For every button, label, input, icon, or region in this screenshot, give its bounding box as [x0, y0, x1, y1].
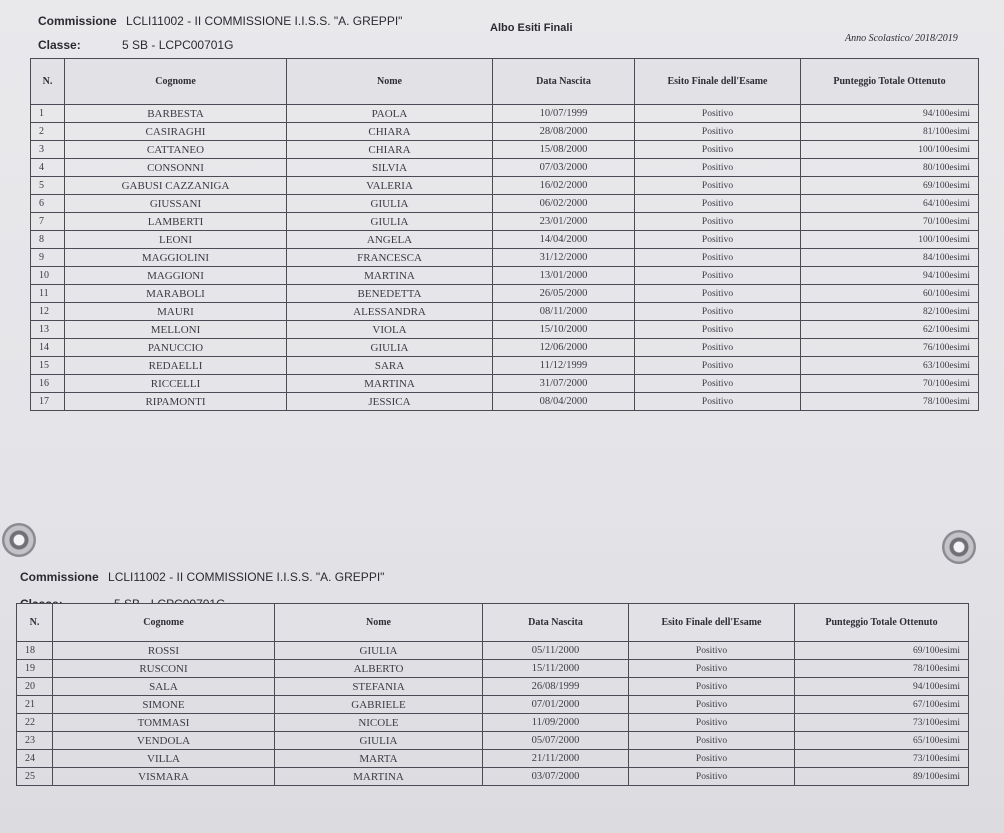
cell-punteggio: 78/100esimi	[795, 660, 969, 678]
header-punteggio: Punteggio Totale Ottenuto	[801, 59, 979, 105]
cell-data-nascita: 21/11/2000	[483, 750, 629, 768]
cell-row-number: 22	[17, 714, 53, 732]
table-row	[17, 696, 969, 714]
cell-nome: STEFANIA	[275, 678, 483, 696]
table-header-row	[31, 59, 979, 105]
cell-nome: MARTINA	[287, 375, 493, 393]
binder-hole-left	[2, 523, 36, 557]
cell-nome: PAOLA	[287, 105, 493, 123]
classe-value: 5 SB - LCPC00701G	[122, 38, 234, 52]
table-row	[31, 321, 979, 339]
cell-cognome: LAMBERTI	[65, 213, 287, 231]
cell-punteggio: 60/100esimi	[801, 285, 979, 303]
cell-cognome: MAURI	[65, 303, 287, 321]
cell-punteggio: 82/100esimi	[801, 303, 979, 321]
cell-cognome: MAGGIONI	[65, 267, 287, 285]
cell-data-nascita: 26/08/1999	[483, 678, 629, 696]
cell-data-nascita: 15/10/2000	[493, 321, 635, 339]
commissione-text: LCLI11002 - II COMMISSIONE I.I.S.S. "A. GREPPI"	[108, 570, 385, 584]
cell-cognome: PANUCCIO	[65, 339, 287, 357]
cell-punteggio: 84/100esimi	[801, 249, 979, 267]
header-nome: Nome	[275, 604, 483, 642]
cell-data-nascita: 15/11/2000	[483, 660, 629, 678]
commissione-header	[38, 14, 402, 28]
cell-nome: GIULIA	[287, 339, 493, 357]
cell-nome: VIOLA	[287, 321, 493, 339]
header-cognome: Cognome	[53, 604, 275, 642]
cell-cognome: GABUSI CAZZANIGA	[65, 177, 287, 195]
cell-esito: Positivo	[629, 768, 795, 786]
cell-punteggio: 81/100esimi	[801, 123, 979, 141]
cell-data-nascita: 07/03/2000	[493, 159, 635, 177]
cell-nome: SARA	[287, 357, 493, 375]
header-row-number: N.	[31, 59, 65, 105]
cell-esito: Positivo	[635, 375, 801, 393]
cell-punteggio: 64/100esimi	[801, 195, 979, 213]
cell-cognome: CASIRAGHI	[65, 123, 287, 141]
cell-row-number: 3	[31, 141, 65, 159]
cell-esito: Positivo	[635, 105, 801, 123]
cell-cognome: LEONI	[65, 231, 287, 249]
cell-data-nascita: 11/09/2000	[483, 714, 629, 732]
header-data-nascita: Data Nascita	[483, 604, 629, 642]
table-row	[31, 159, 979, 177]
table-row	[31, 231, 979, 249]
cell-data-nascita: 31/12/2000	[493, 249, 635, 267]
table-row	[17, 732, 969, 750]
cell-data-nascita: 14/04/2000	[493, 231, 635, 249]
cell-data-nascita: 15/08/2000	[493, 141, 635, 159]
cell-data-nascita: 10/07/1999	[493, 105, 635, 123]
esiti-table-1	[30, 58, 979, 411]
cell-punteggio: 70/100esimi	[801, 375, 979, 393]
table-row	[31, 213, 979, 231]
document-title: Albo Esiti Finali	[490, 22, 573, 34]
anno-scolastico: Anno Scolastico/ 2018/2019	[845, 33, 958, 44]
table-row	[31, 195, 979, 213]
table-row	[31, 339, 979, 357]
cell-row-number: 5	[31, 177, 65, 195]
table-row	[17, 642, 969, 660]
cell-esito: Positivo	[635, 141, 801, 159]
cell-data-nascita: 13/01/2000	[493, 267, 635, 285]
cell-esito: Positivo	[635, 249, 801, 267]
cell-row-number: 13	[31, 321, 65, 339]
table-row	[31, 393, 979, 411]
cell-data-nascita: 11/12/1999	[493, 357, 635, 375]
cell-cognome: VILLA	[53, 750, 275, 768]
cell-nome: GIULIA	[275, 732, 483, 750]
cell-row-number: 10	[31, 267, 65, 285]
cell-esito: Positivo	[635, 393, 801, 411]
cell-row-number: 1	[31, 105, 65, 123]
cell-row-number: 15	[31, 357, 65, 375]
cell-nome: NICOLE	[275, 714, 483, 732]
cell-punteggio: 67/100esimi	[795, 696, 969, 714]
cell-nome: MARTA	[275, 750, 483, 768]
cell-nome: BENEDETTA	[287, 285, 493, 303]
cell-nome: ALBERTO	[275, 660, 483, 678]
cell-row-number: 4	[31, 159, 65, 177]
cell-cognome: MAGGIOLINI	[65, 249, 287, 267]
cell-row-number: 11	[31, 285, 65, 303]
cell-punteggio: 73/100esimi	[795, 750, 969, 768]
cell-cognome: SALA	[53, 678, 275, 696]
cell-data-nascita: 23/01/2000	[493, 213, 635, 231]
cell-punteggio: 80/100esimi	[801, 159, 979, 177]
cell-data-nascita: 05/11/2000	[483, 642, 629, 660]
table-row	[17, 678, 969, 696]
cell-nome: CHIARA	[287, 141, 493, 159]
cell-esito: Positivo	[635, 123, 801, 141]
cell-nome: ALESSANDRA	[287, 303, 493, 321]
cell-nome: GIULIA	[275, 642, 483, 660]
cell-row-number: 25	[17, 768, 53, 786]
cell-data-nascita: 31/07/2000	[493, 375, 635, 393]
cell-punteggio: 76/100esimi	[801, 339, 979, 357]
cell-row-number: 21	[17, 696, 53, 714]
cell-row-number: 23	[17, 732, 53, 750]
cell-data-nascita: 06/02/2000	[493, 195, 635, 213]
cell-punteggio: 69/100esimi	[795, 642, 969, 660]
cell-nome: VALERIA	[287, 177, 493, 195]
cell-nome: JESSICA	[287, 393, 493, 411]
table-row	[31, 285, 979, 303]
cell-row-number: 18	[17, 642, 53, 660]
cell-punteggio: 94/100esimi	[795, 678, 969, 696]
cell-data-nascita: 08/11/2000	[493, 303, 635, 321]
cell-esito: Positivo	[635, 303, 801, 321]
table-row	[31, 105, 979, 123]
header-nome: Nome	[287, 59, 493, 105]
cell-punteggio: 94/100esimi	[801, 105, 979, 123]
cell-esito: Positivo	[635, 159, 801, 177]
cell-esito: Positivo	[629, 750, 795, 768]
cell-data-nascita: 28/08/2000	[493, 123, 635, 141]
cell-nome: ANGELA	[287, 231, 493, 249]
cell-row-number: 17	[31, 393, 65, 411]
esiti-table-2	[16, 603, 969, 786]
cell-esito: Positivo	[629, 642, 795, 660]
cell-punteggio: 70/100esimi	[801, 213, 979, 231]
commissione-text: LCLI11002 - II COMMISSIONE I.I.S.S. "A. GREPPI"	[126, 14, 403, 28]
cell-cognome: SIMONE	[53, 696, 275, 714]
cell-cognome: BARBESTA	[65, 105, 287, 123]
header-data-nascita: Data Nascita	[493, 59, 635, 105]
cell-nome: GIULIA	[287, 195, 493, 213]
header-esito: Esito Finale dell'Esame	[629, 604, 795, 642]
table-header-row	[17, 604, 969, 642]
header-punteggio: Punteggio Totale Ottenuto	[795, 604, 969, 642]
cell-punteggio: 69/100esimi	[801, 177, 979, 195]
table-row	[31, 357, 979, 375]
classe-label: Classe:	[38, 38, 81, 52]
cell-row-number: 9	[31, 249, 65, 267]
cell-cognome: CATTANEO	[65, 141, 287, 159]
cell-esito: Positivo	[629, 660, 795, 678]
cell-cognome: RICCELLI	[65, 375, 287, 393]
cell-cognome: ROSSI	[53, 642, 275, 660]
cell-row-number: 12	[31, 303, 65, 321]
table-row	[31, 177, 979, 195]
cell-esito: Positivo	[635, 339, 801, 357]
table-row	[31, 303, 979, 321]
header-row-number: N.	[17, 604, 53, 642]
cell-punteggio: 94/100esimi	[801, 267, 979, 285]
cell-cognome: VENDOLA	[53, 732, 275, 750]
cell-row-number: 2	[31, 123, 65, 141]
classe-line	[38, 38, 233, 52]
cell-cognome: CONSONNI	[65, 159, 287, 177]
cell-nome: FRANCESCA	[287, 249, 493, 267]
cell-esito: Positivo	[629, 678, 795, 696]
header-esito: Esito Finale dell'Esame	[635, 59, 801, 105]
cell-data-nascita: 08/04/2000	[493, 393, 635, 411]
cell-cognome: REDAELLI	[65, 357, 287, 375]
cell-data-nascita: 16/02/2000	[493, 177, 635, 195]
table-row	[17, 750, 969, 768]
cell-nome: GIULIA	[287, 213, 493, 231]
cell-row-number: 7	[31, 213, 65, 231]
cell-punteggio: 89/100esimi	[795, 768, 969, 786]
cell-data-nascita: 12/06/2000	[493, 339, 635, 357]
cell-esito: Positivo	[635, 321, 801, 339]
cell-data-nascita: 26/05/2000	[493, 285, 635, 303]
cell-esito: Positivo	[635, 213, 801, 231]
cell-esito: Positivo	[635, 357, 801, 375]
cell-row-number: 20	[17, 678, 53, 696]
cell-row-number: 24	[17, 750, 53, 768]
cell-cognome: RIPAMONTI	[65, 393, 287, 411]
cell-row-number: 8	[31, 231, 65, 249]
table-row	[31, 141, 979, 159]
cell-punteggio: 73/100esimi	[795, 714, 969, 732]
commissione-header-2	[20, 570, 384, 584]
cell-nome: MARTINA	[275, 768, 483, 786]
cell-punteggio: 100/100esimi	[801, 231, 979, 249]
cell-esito: Positivo	[629, 696, 795, 714]
cell-punteggio: 63/100esimi	[801, 357, 979, 375]
cell-row-number: 6	[31, 195, 65, 213]
table-row	[17, 714, 969, 732]
cell-nome: SILVIA	[287, 159, 493, 177]
cell-punteggio: 65/100esimi	[795, 732, 969, 750]
table-row	[31, 267, 979, 285]
table-row	[31, 249, 979, 267]
cell-cognome: TOMMASI	[53, 714, 275, 732]
cell-esito: Positivo	[635, 231, 801, 249]
cell-data-nascita: 03/07/2000	[483, 768, 629, 786]
table-row	[17, 660, 969, 678]
cell-cognome: RUSCONI	[53, 660, 275, 678]
cell-punteggio: 100/100esimi	[801, 141, 979, 159]
table-row	[17, 768, 969, 786]
cell-cognome: MELLONI	[65, 321, 287, 339]
cell-data-nascita: 05/07/2000	[483, 732, 629, 750]
cell-esito: Positivo	[635, 285, 801, 303]
cell-cognome: MARABOLI	[65, 285, 287, 303]
commissione-label: Commissione	[20, 570, 99, 584]
cell-esito: Positivo	[629, 732, 795, 750]
cell-cognome: VISMARA	[53, 768, 275, 786]
table-row	[31, 375, 979, 393]
cell-data-nascita: 07/01/2000	[483, 696, 629, 714]
cell-row-number: 14	[31, 339, 65, 357]
cell-esito: Positivo	[635, 177, 801, 195]
cell-cognome: GIUSSANI	[65, 195, 287, 213]
binder-hole-right	[942, 530, 976, 564]
cell-row-number: 16	[31, 375, 65, 393]
cell-punteggio: 78/100esimi	[801, 393, 979, 411]
table-row	[31, 123, 979, 141]
cell-esito: Positivo	[635, 195, 801, 213]
header-cognome: Cognome	[65, 59, 287, 105]
cell-punteggio: 62/100esimi	[801, 321, 979, 339]
cell-row-number: 19	[17, 660, 53, 678]
commissione-label: Commissione	[38, 14, 117, 28]
cell-esito: Positivo	[635, 267, 801, 285]
cell-nome: MARTINA	[287, 267, 493, 285]
cell-esito: Positivo	[629, 714, 795, 732]
cell-nome: GABRIELE	[275, 696, 483, 714]
cell-nome: CHIARA	[287, 123, 493, 141]
